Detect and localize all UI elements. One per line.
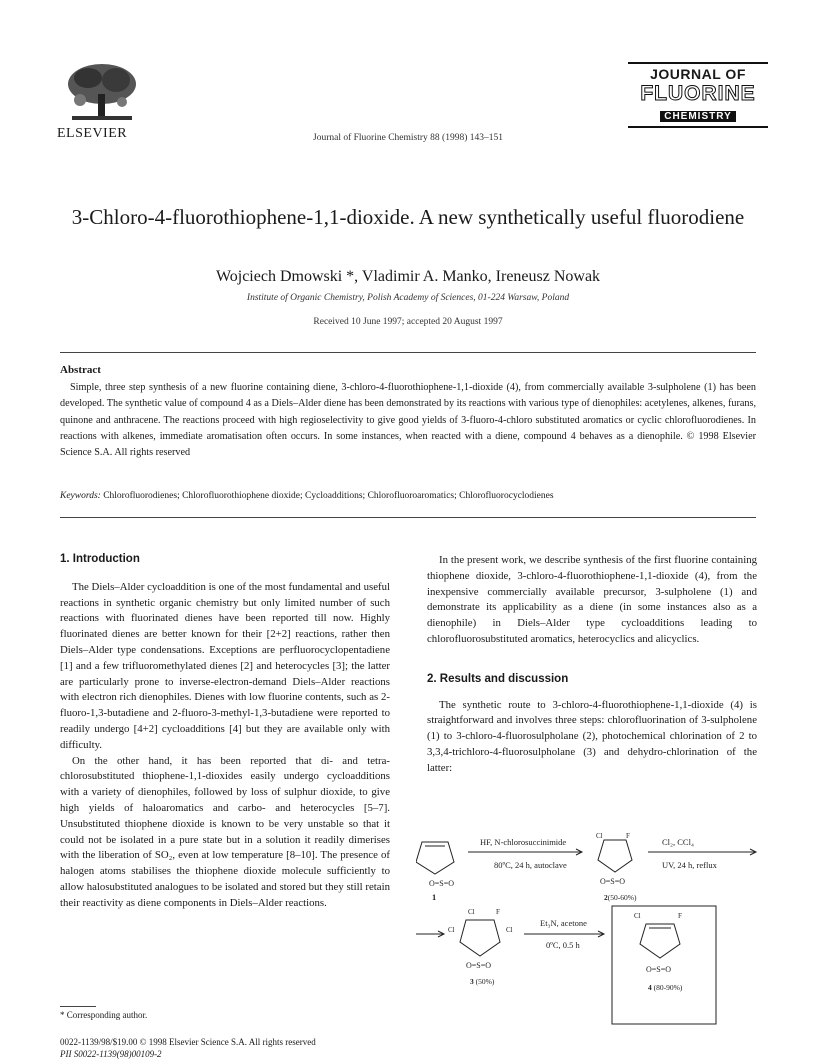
compound-1-ring xyxy=(416,842,454,874)
journal-logo xyxy=(628,60,768,136)
step1-conditions: 80ºC, 24 h, autoclave xyxy=(494,860,567,870)
author-affiliation: Institute of Organic Chemistry, Polish Academy of Sciences, 01-224 Warsaw, Poland xyxy=(246,293,570,303)
step2-conditions: UV, 24 h, reflux xyxy=(662,860,717,870)
right-column xyxy=(427,553,757,777)
compound-4-cl: Cl xyxy=(634,912,641,920)
journal-logo-line3: CHEMISTRY xyxy=(660,111,736,122)
article-title: 3-Chloro-4-fluorothiophene-1,1-dioxide. A new synthetically useful fluorodiene xyxy=(71,205,745,229)
compound-3-atoms: O=S=O xyxy=(466,961,492,970)
intro-paragraph-1: The Diels–Alder cycloaddition is one of the most fundamental and useful reactions in synthetic organic chemistry but only limited number of such reactions with fluorinated dienes have been reported till now. Highly fluorinated dienes are better known for their [2+2] reactions, rather then Diels–Alder type condensations. Exceptions are perfluorocyclopentadiene [1] and a few trifluoromethylated dienes [2] and heterocycles [3]; the latter are particularly prone to inverse-electron-demand Diels–Alder reactions with electron rich dienophiles. Dienes with low fluorine contents, such as 2-fluoro-1,3-butadiene and 2-fluoro-3-methyl-1,3-butadiene were reported to readily undergo [4+2] cycloadditions [4] but they are available only with difficulty. xyxy=(60,580,390,751)
reaction-scheme xyxy=(416,828,761,1028)
copyright-block xyxy=(60,1036,316,1060)
divider-top xyxy=(60,352,756,353)
compound-2-atoms: O=S=O xyxy=(600,877,626,886)
left-column xyxy=(60,552,390,912)
copyright-line-2: PII S0022-1139(98)00109-2 xyxy=(60,1049,162,1059)
footnote-rule xyxy=(60,1006,96,1007)
divider-bottom xyxy=(60,517,756,518)
copyright-line-1: 0022-1139/98/$19.00 © 1998 Elsevier Science S.A. All rights reserved xyxy=(60,1037,316,1047)
article-authors: Wojciech Dmowski *, Vladimir A. Manko, Ireneusz Nowak xyxy=(215,268,601,285)
elsevier-tree-logo xyxy=(58,60,140,124)
intro-paragraph-2: On the other hand, it has been reported that di- and tetra-chlorosubstituted thiophene-1,1-dioxides easily undergo cycloadditions with a variety of dienophiles, followed by loss of sulphur dioxide, to give high yields of haloaromatics and carbo- and heterocycles [5–7]. Unsubstituted thiophene dioxide is known to be very unstable so that it could not be isolated in a pure state but in a solution it readily dimerises with the liberation of SO₂, even at low temperature [8–10]. The presence of halogen atoms stabilises the thiophene dioxide molecule sufficiently to allow halosubstituted analogues to be isolated and stored but they still retain their reactivity as diene components in Diels–Alder reactions. xyxy=(60,754,390,909)
step3-reagents: Et₃N, acetone xyxy=(540,918,587,928)
step2-reagents: Cl₂, CCl₄ xyxy=(662,837,694,847)
compound-3-cl-left: Cl xyxy=(448,926,455,934)
step1-reagents: HF, N-chlorosuccinimide xyxy=(480,837,567,847)
section-heading-introduction: 1. Introduction xyxy=(60,553,140,565)
compound-4-ring xyxy=(640,924,680,958)
journal-logo-line2: FLUORINE xyxy=(640,82,756,105)
compound-3-f: F xyxy=(496,908,500,916)
journal-citation: Journal of Fluorine Chemistry 88 (1998) 143–151 xyxy=(313,133,503,143)
compound-1-atoms: O=S=O xyxy=(429,879,455,888)
abstract-heading: Abstract xyxy=(60,364,101,376)
compound-3-cl-right: Cl xyxy=(506,926,513,934)
compound-2-ring xyxy=(598,840,632,872)
compound-2-cl: Cl xyxy=(596,832,603,840)
keywords-label: Keywords: xyxy=(60,491,101,501)
compound-4-atoms: O=S=O xyxy=(646,965,672,974)
compound-3-cl-top: Cl xyxy=(468,908,475,916)
compound-3-label: 3 (50%) xyxy=(470,977,495,986)
journal-logo-line1: JOURNAL OF xyxy=(650,66,746,82)
compound-2-label: 2(50-60%) xyxy=(604,893,637,902)
intro-paragraph-3: In the present work, we describe synthesis of the first fluorine containing thiophene dioxide, 3-chloro-4-fluorothiophene-1,1-dioxide (4), from the inexpensive commercially available precursor, 3-sulpholene (1) and demonstrate its applicability as a diene (in some instances also as a dienophile) in Diels–Alder type cycloadditions leading to chlorofluorosubstituted aromatics, heterocyclics and alicyclics. xyxy=(427,554,757,645)
section-heading-results: 2. Results and discussion xyxy=(427,672,569,685)
compound-1-label: 1 xyxy=(432,892,437,902)
keywords-list: Chlorofluorodienes; Chlorofluorothiophene dioxide; Cycloadditions; Chlorofluoroaromatics; Chlorofluorocyclodienes xyxy=(103,491,554,501)
compound-4-f: F xyxy=(678,912,682,920)
keywords xyxy=(60,491,756,501)
compound-4-label: 4 (80-90%) xyxy=(648,983,683,992)
compound-3-ring xyxy=(460,920,500,956)
publisher-name: ELSEVIER xyxy=(57,126,128,141)
abstract-text: Simple, three step synthesis of a new fluorine containing diene, 3-chloro-4-fluorothiophene-1,1-dioxide (4), from commercially available 3-sulpholene (1) has been developed. The synthetic value of compound 4 as a Diels–Alder diene has been demonstrated by its reactions with various type of dienophiles: acetylenes, alkenes, furans, quinone and anthracene. The reactions proceed with high regioselectivity to give good yields of 3-fluoro-4-chloro substituted aromatics or cyclic chlorofluorodienes. In reactions with alkenes, immediate aromatisation often occurs. In some instances, when reacted with a diene, compound 4 behaves as a dienophile. © 1998 Elsevier Science S.A. All rights reserved xyxy=(60,382,756,459)
received-dates: Received 10 June 1997; accepted 20 August 1997 xyxy=(313,317,503,327)
compound-2-f: F xyxy=(626,832,630,840)
footnote-corresponding-author: * Corresponding author. xyxy=(60,1010,148,1020)
step3-conditions: 0ºC, 0.5 h xyxy=(546,940,580,950)
results-paragraph-1: The synthetic route to 3-chloro-4-fluorothiophene-1,1-dioxide (4) is straightforward and involves three steps: chlorofluorination of 3-sulpholene (1) to 3-chloro-4-fluorosulpholane (2), photochemical chlorination of 2 to 3,3,4-trichloro-4-fluorosulpholane (3) and dehydro-chlorination of the latter: xyxy=(427,698,757,774)
